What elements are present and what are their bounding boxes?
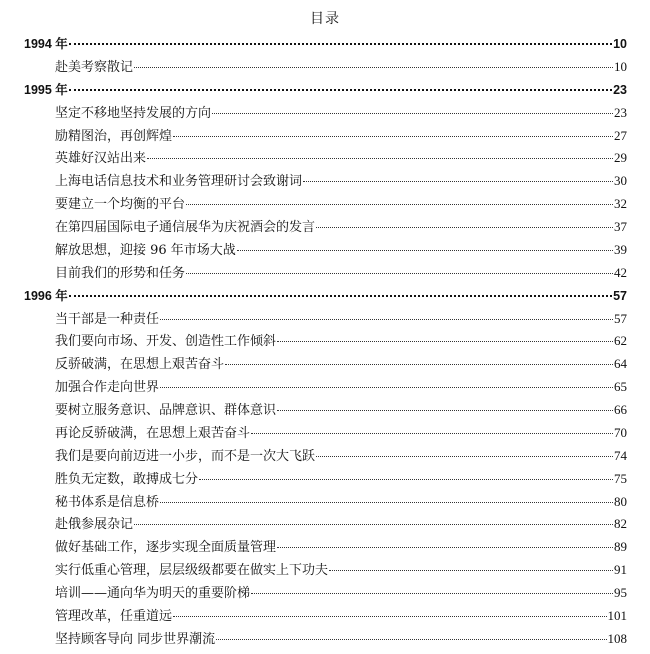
toc-entry-title: 英雄好汉站出来 (55, 151, 147, 167)
toc-entry[interactable] (24, 445, 627, 468)
toc-page-number: 10 (614, 58, 627, 74)
dot-leader (186, 273, 613, 274)
dot-leader (237, 250, 613, 251)
toc-year-heading[interactable] (24, 33, 627, 56)
toc-entry-title: 加强合作走向世界 (55, 380, 160, 396)
toc-entry-title: 做好基础工作，逐步实现全面质量管理 (55, 540, 277, 556)
dot-leader (173, 136, 613, 137)
toc-entry-title: 再论反骄破满，在思想上艰苦奋斗 (55, 425, 251, 441)
toc-page-number: 70 (614, 424, 627, 440)
toc-entry[interactable] (24, 468, 627, 491)
toc-entry[interactable] (24, 628, 627, 651)
toc-title: 目录 (310, 11, 340, 27)
dot-leader (69, 89, 612, 91)
dot-leader (134, 524, 613, 525)
dot-leader (69, 43, 612, 45)
toc-entry[interactable] (24, 422, 627, 445)
toc-entry[interactable] (24, 193, 627, 216)
toc-page-number: 65 (614, 379, 627, 395)
toc-entry-title: 当干部是一种责任 (55, 311, 160, 327)
toc-page-number: 37 (614, 219, 627, 234)
toc-page-number: 23 (613, 82, 627, 97)
dot-leader (69, 295, 612, 297)
toc-entry-title: 赴美考察散记 (55, 59, 134, 75)
toc-entry[interactable] (24, 376, 627, 399)
toc-entry-title: 我们是要向前迈进一小步，而不是一次大飞跃 (55, 448, 316, 464)
toc-year-heading[interactable] (24, 79, 627, 102)
toc-page-number: 82 (614, 516, 627, 532)
toc-entry-title: 培训——通向华为明天的重要阶梯 (55, 586, 251, 601)
toc-entry-title: 赴俄参展杂记 (55, 517, 134, 533)
toc-entry-title: 目前我们的形势和任务 (55, 265, 186, 281)
toc-year-heading[interactable] (24, 285, 627, 308)
toc-entry[interactable] (24, 491, 627, 514)
toc-page-number: 108 (607, 630, 627, 646)
toc-entry-title: 胜负无定数，敢搏成七分 (55, 471, 199, 487)
toc-list (24, 33, 627, 651)
toc-page-number: 10 (613, 37, 627, 51)
toc-entry[interactable] (24, 605, 627, 628)
toc-page-number: 39 (614, 241, 627, 257)
toc-page-number: 57 (613, 288, 627, 303)
toc-entry[interactable] (24, 582, 627, 605)
toc-entry[interactable] (24, 56, 627, 79)
toc-entry-title: 管理改革，任重道远 (55, 608, 173, 624)
toc-entry-title: 上海电话信息技术和业务管理研讨会致谢词 (55, 174, 303, 190)
dot-leader (277, 341, 613, 342)
toc-entry[interactable] (24, 308, 627, 331)
toc-page-number: 62 (614, 333, 627, 349)
dot-leader (303, 181, 613, 182)
toc-entry[interactable] (24, 559, 627, 582)
toc-entry[interactable] (24, 216, 627, 239)
toc-entry-title: 坚持顾客导向 同步世界潮流 (55, 631, 216, 647)
toc-page-number: 64 (614, 356, 627, 372)
toc-entry[interactable] (24, 330, 627, 353)
toc-entry-title: 在第四届国际电子通信展华为庆祝酒会的发言 (55, 220, 316, 235)
toc-entry[interactable] (24, 102, 627, 125)
dot-leader (212, 113, 613, 114)
dot-leader (160, 502, 613, 503)
dot-leader (316, 456, 613, 457)
dot-leader (316, 227, 613, 228)
toc-year-label: 1994 年 (24, 37, 68, 51)
dot-leader (277, 547, 613, 548)
toc-page-number: 74 (614, 447, 627, 463)
toc-entry[interactable] (24, 536, 627, 559)
dot-leader (251, 593, 613, 594)
toc-page-number: 29 (614, 150, 627, 166)
toc-entry-title: 要树立服务意识、品牌意识、群体意识 (55, 403, 277, 418)
dot-leader (216, 639, 606, 640)
dot-leader (277, 410, 613, 411)
dot-leader (173, 616, 606, 617)
toc-page-number: 66 (614, 402, 627, 417)
toc-page-number: 101 (607, 607, 627, 623)
toc-year-label: 1996 年 (24, 288, 68, 303)
dot-leader (199, 479, 613, 480)
dot-leader (147, 158, 613, 159)
toc-page-number: 95 (614, 585, 627, 600)
toc-page-number: 80 (614, 493, 627, 509)
toc-page-number: 32 (614, 196, 627, 212)
toc-page-number: 89 (614, 539, 627, 555)
dot-leader (134, 67, 613, 68)
toc-entry[interactable] (24, 399, 627, 422)
dot-leader (329, 570, 613, 571)
toc-entry[interactable] (24, 170, 627, 193)
toc-page-number: 42 (614, 264, 627, 280)
dot-leader (160, 387, 613, 388)
toc-entry[interactable] (24, 353, 627, 376)
toc-entry[interactable] (24, 262, 627, 285)
toc-entry[interactable] (24, 239, 627, 262)
toc-entry-title: 我们要向市场、开发、创造性工作倾斜 (55, 334, 277, 350)
toc-entry-title: 实行低重心管理，层层级级都要在做实上下功夫 (55, 563, 329, 579)
dot-leader (251, 433, 613, 434)
toc-entry-title: 坚定不移地坚持发展的方向 (55, 105, 212, 121)
toc-entry-title: 解放思想，迎接 96 年市场大战 (55, 242, 236, 258)
toc-entry[interactable] (24, 125, 627, 148)
toc-entry-title: 励精图治，再创辉煌 (55, 128, 173, 144)
toc-page-number: 57 (614, 310, 627, 326)
toc-entry[interactable] (24, 513, 627, 536)
dot-leader (186, 204, 613, 205)
toc-page-number: 75 (614, 470, 627, 486)
toc-year-label: 1995 年 (24, 82, 68, 97)
toc-page-number: 91 (614, 562, 627, 578)
toc-entry-title: 反骄破满，在思想上艰苦奋斗 (55, 357, 225, 373)
toc-page-number: 30 (614, 173, 627, 189)
dot-leader (225, 364, 613, 365)
toc-page-number: 27 (614, 127, 627, 143)
toc-entry-title: 秘书体系是信息桥 (55, 494, 160, 510)
toc-entry-title: 要建立一个均衡的平台 (55, 197, 186, 213)
dot-leader (160, 319, 613, 320)
toc-page-number: 23 (614, 104, 627, 120)
toc-entry[interactable] (24, 147, 627, 170)
